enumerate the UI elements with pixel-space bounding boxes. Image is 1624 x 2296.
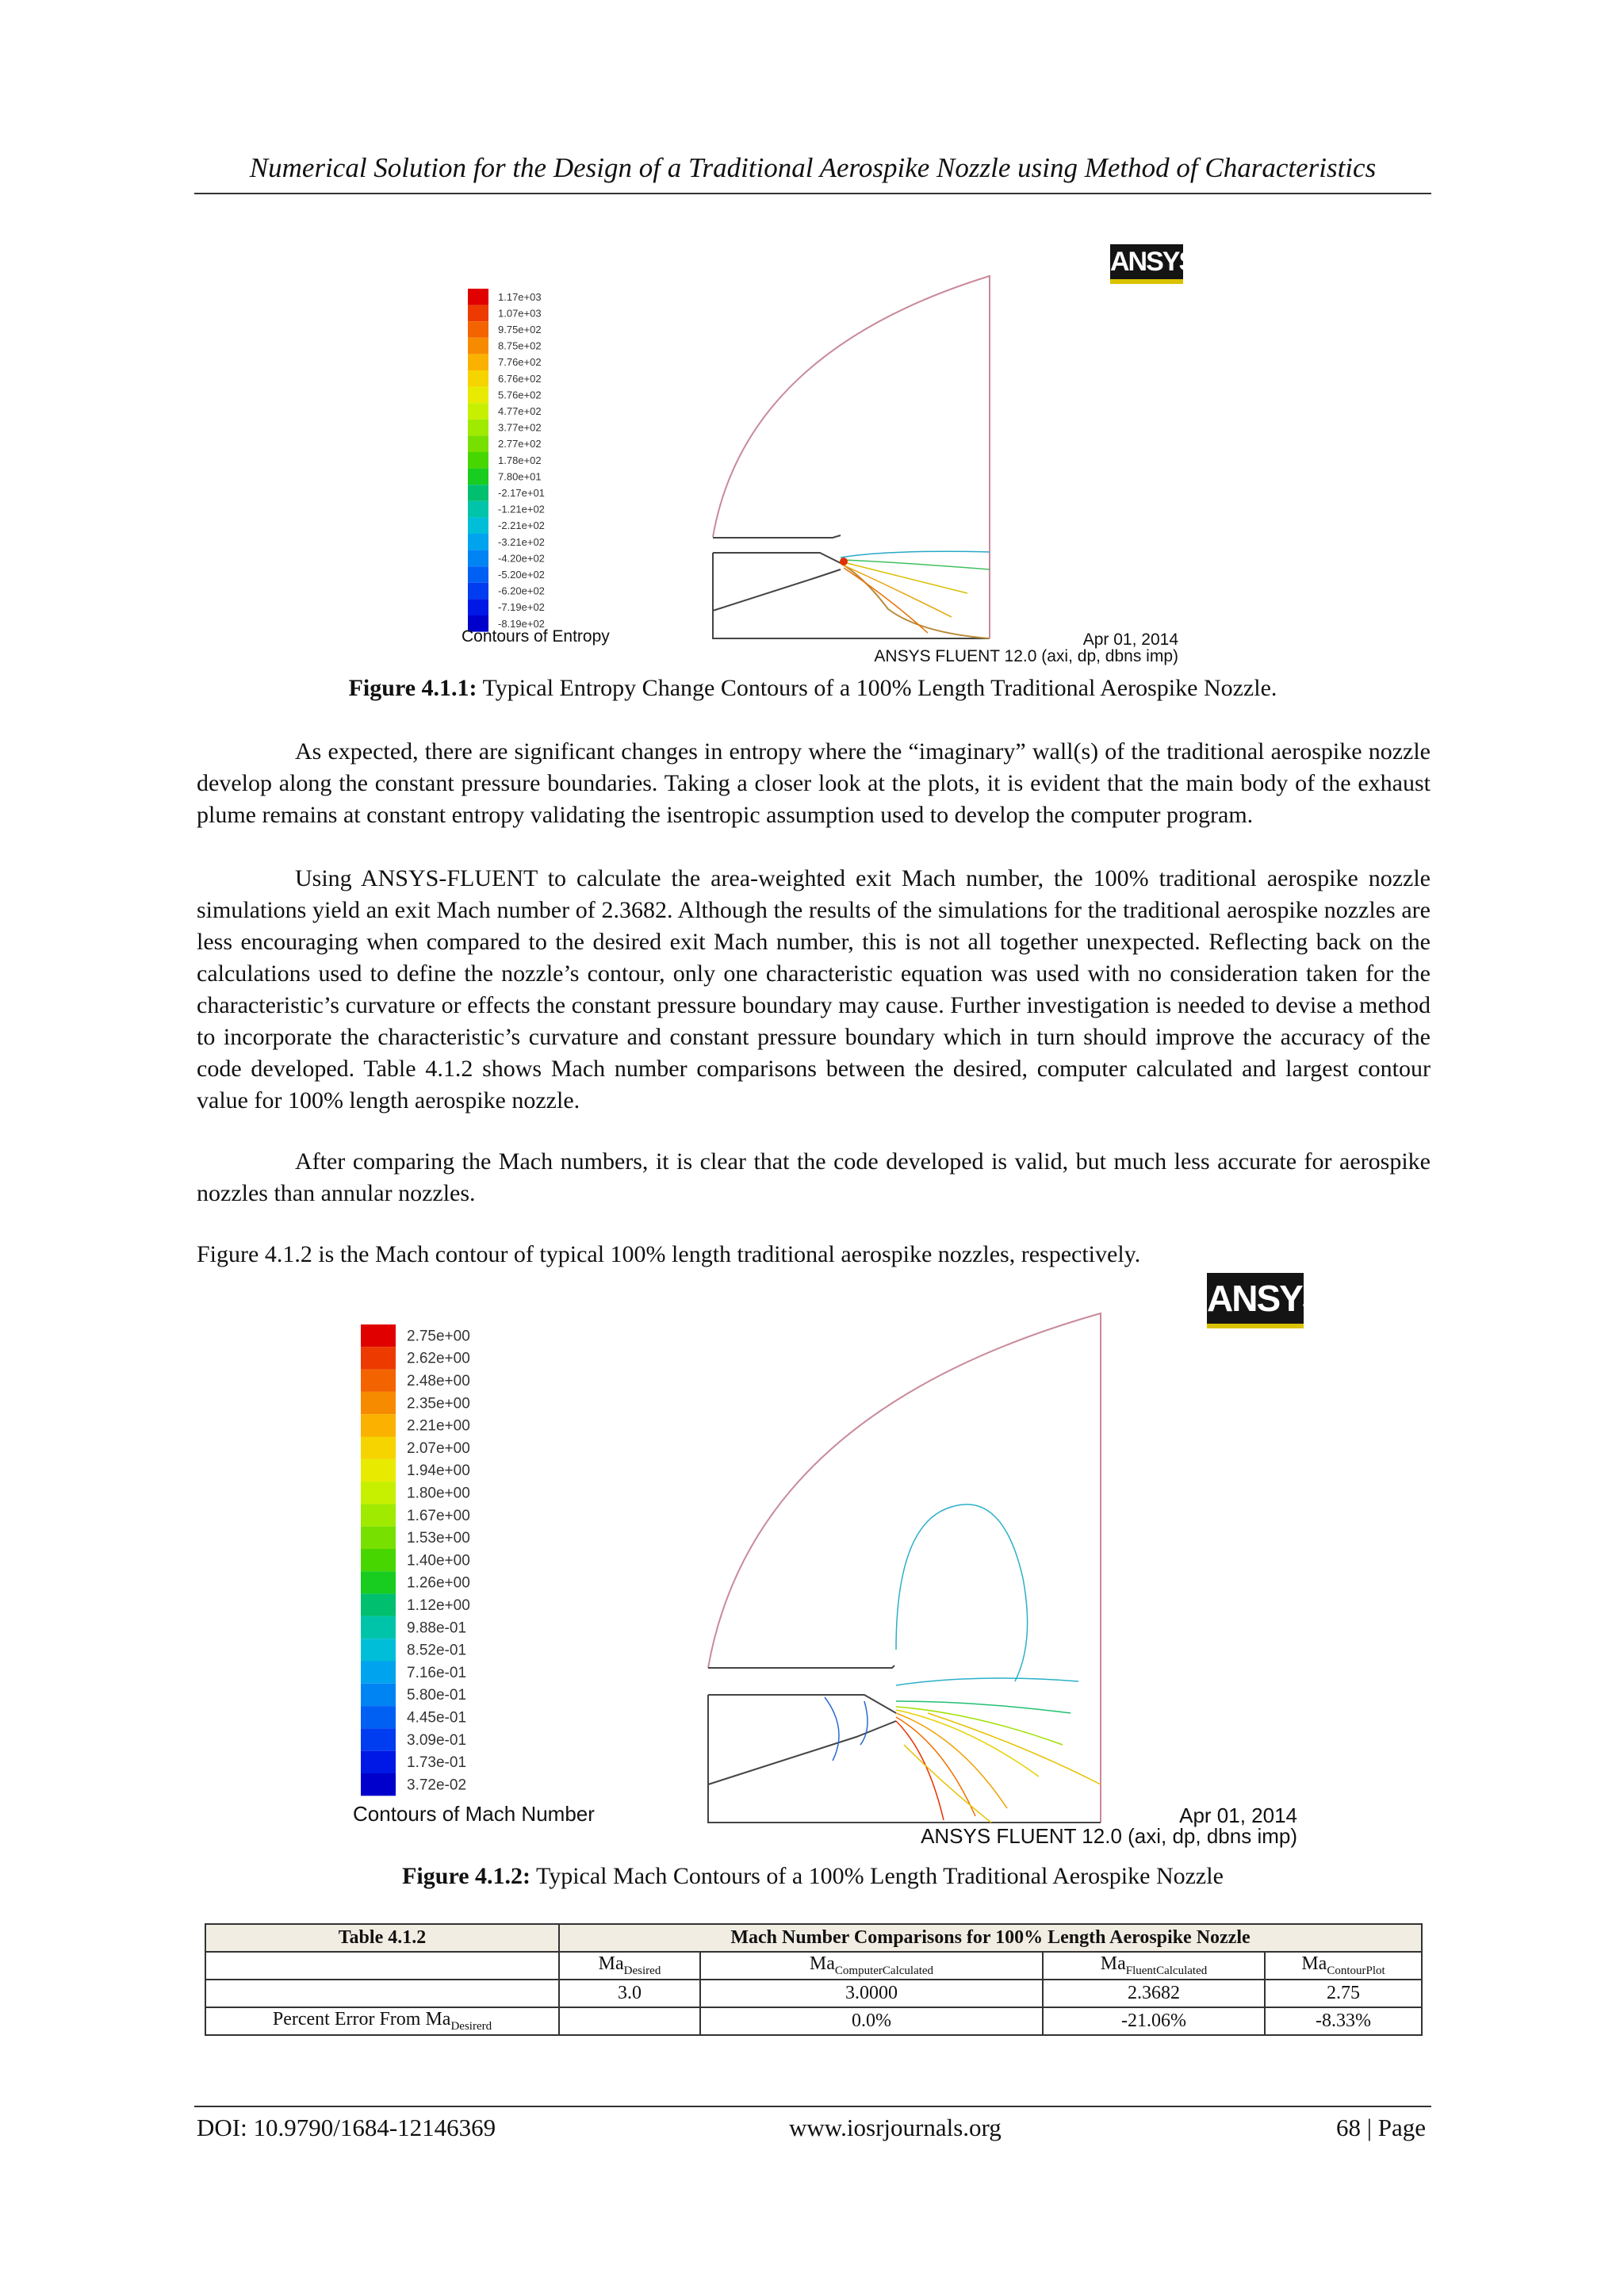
footer-doi: DOI: 10.9790/1684-12146369 <box>197 2114 496 2141</box>
legend-label: -7.19e+02 <box>498 601 545 614</box>
table-cell: 2.3682 <box>1043 1980 1265 2007</box>
legend-label: 1.80e+00 <box>407 1485 470 1502</box>
table-cell: -21.06% <box>1043 2007 1265 2035</box>
legend-swatch <box>468 599 488 615</box>
legend-label: 7.16e-01 <box>407 1664 467 1681</box>
table-col-header: $Ma_{Desired}$ <box>559 1952 700 1980</box>
table-row <box>205 1980 1422 2007</box>
legend-label: 1.12e+00 <box>407 1596 470 1614</box>
legend-swatch <box>361 1392 396 1414</box>
footer-page-number: 68 | Page <box>1336 2114 1426 2141</box>
table-heading: Mach Number Comparisons for 100% Length Aerospike Nozzle <box>559 1924 1422 1952</box>
figure-caption-4-1-2 <box>194 1863 1431 1890</box>
legend-swatch <box>361 1662 396 1684</box>
legend-label: 9.88e-01 <box>407 1619 467 1637</box>
legend-label: 1.53e+00 <box>407 1530 470 1547</box>
legend-swatch <box>468 517 488 534</box>
legend-swatch <box>468 550 488 567</box>
legend-swatch <box>361 1594 396 1616</box>
legend-label: 4.77e+02 <box>498 405 542 418</box>
legend-swatch <box>361 1639 396 1661</box>
mach-comparison-table <box>205 1923 1423 2036</box>
legend-swatch <box>468 305 488 322</box>
legend-swatch <box>361 1684 396 1706</box>
legend-swatch <box>361 1370 396 1392</box>
legend-swatch <box>468 534 488 550</box>
legend-swatch <box>468 501 488 518</box>
legend-label: -2.21e+02 <box>498 519 545 532</box>
legend-label: -1.21e+02 <box>498 503 545 516</box>
legend-swatch <box>468 566 488 583</box>
table-cell: 3.0 <box>559 1980 700 2007</box>
legend-label: 1.40e+00 <box>407 1552 470 1570</box>
mach-contour-plot <box>341 1269 1316 1856</box>
entropy-nozzle-walls <box>713 535 990 638</box>
legend-label: -2.17e+01 <box>498 487 545 500</box>
legend-swatch <box>361 1459 396 1481</box>
mach-nozzle-walls <box>708 1665 1101 1823</box>
legend-label: 1.17e+03 <box>498 290 542 303</box>
paragraph: Figure 4.1.2 is the Mach contour of typical 100% length traditional aerospike nozzles, respectively. <box>197 1241 1141 1267</box>
legend-swatch <box>361 1549 396 1571</box>
legend-swatch <box>468 321 488 338</box>
legend-swatch <box>361 1414 396 1436</box>
legend-label: 1.26e+00 <box>407 1574 470 1592</box>
legend-swatch <box>361 1347 396 1369</box>
legend-label: 1.07e+03 <box>498 307 542 320</box>
table-row-label: Percent Error From $Ma_{Desirerd}$ <box>205 2007 559 2035</box>
legend-swatch <box>468 452 488 469</box>
table-col-header: $Ma_{FluentCalculated}$ <box>1043 1952 1265 1980</box>
table-cell <box>205 1952 559 1980</box>
table-cell: -8.33% <box>1265 2007 1422 2035</box>
contour-title: Contours of Entropy <box>462 627 610 646</box>
caption-text: Typical Mach Contours of a 100% Length Traditional Aerospike Nozzle <box>530 1863 1224 1889</box>
table-cell: 2.75 <box>1265 1980 1422 2007</box>
legend-label: -3.21e+02 <box>498 535 545 548</box>
table-col-header: $Ma_{ComputerCalculated}$ <box>700 1952 1043 1980</box>
legend-swatch <box>361 1616 396 1639</box>
legend-label: 6.76e+02 <box>498 372 542 385</box>
mach-legend-labels <box>407 1328 470 1793</box>
legend-swatch <box>468 403 488 420</box>
legend-swatch <box>361 1527 396 1549</box>
table-title: Table 4.1.2 <box>205 1924 559 1952</box>
legend-label: 2.48e+00 <box>407 1372 470 1389</box>
paragraph: As expected, there are significant changes in entropy where the “imaginary” wall(s) of the traditional aerospike nozzle develop along the constant pressure boundaries. Taking a closer look at the plots, it is evident that the main body of the exhaust plume remains at constant entropy validating the isentropic assumption used to develop the computer program. <box>197 738 1431 828</box>
legend-label: 7.80e+01 <box>498 470 542 483</box>
legend-label: 1.78e+02 <box>498 454 542 466</box>
legend-label: 1.94e+00 <box>407 1462 470 1480</box>
paragraph: After comparing the Mach numbers, it is clear that the code developed is valid, but much less accurate for aerospike nozzles than annular nozzles. <box>197 1148 1431 1206</box>
table-row <box>205 2007 1422 2035</box>
legend-label: 3.77e+02 <box>498 421 542 434</box>
entropy-legend-labels <box>498 291 545 630</box>
legend-swatch <box>361 1324 396 1347</box>
legend-label: 5.76e+02 <box>498 389 542 401</box>
mach-plume-lines <box>825 1504 1101 1823</box>
legend-swatch <box>468 289 488 305</box>
legend-swatch <box>361 1481 396 1504</box>
legend-label: -4.20e+02 <box>498 552 545 565</box>
plot-date: Apr 01, 2014 <box>1179 1803 1297 1827</box>
paragraph: Using ANSYS-FLUENT to calculate the area-weighted exit Mach number, the 100% traditional aerospike nozzle simulations yield an exit Mach number of 2.3682. Although the results of the simulations for the traditional aerospike nozzles are less encouraging when compared to the desired exit Mach number, this is not all together unexpected. Reflecting back on the calculations used to define the nozzle’s contour, only one characteristic equation was used with no consideration taken for the characteristic’s curvature or effects the constant pressure boundary may cause. Further investigation is needed to devise a method to incorporate the characteristic’s curvature and constant pressure boundary which in turn should improve the accuracy of the code developed. Table 4.1.2 shows Mach number comparisons between the desired, computer calculated and largest contour value for 100% length aerospike nozzle. <box>197 865 1431 1114</box>
legend-label: 2.62e+00 <box>407 1350 470 1367</box>
figure-mach <box>341 1269 1325 1856</box>
entropy-plume-lines <box>840 551 990 633</box>
legend-swatch <box>361 1773 396 1796</box>
figure-entropy <box>444 236 1197 669</box>
entropy-legend-colorbar <box>468 289 488 632</box>
legend-label: 1.73e-01 <box>407 1754 467 1772</box>
solver-info: ANSYS FLUENT 12.0 (axi, dp, dbns imp) <box>874 647 1178 665</box>
legend-label: 8.52e-01 <box>407 1642 467 1659</box>
ansys-logo: ANSYS <box>1207 1273 1304 1328</box>
legend-label: 2.77e+02 <box>498 438 542 450</box>
mach-legend-colorbar <box>361 1324 396 1796</box>
legend-label: 5.80e-01 <box>407 1687 467 1704</box>
footer-rule <box>194 2106 1431 2107</box>
legend-swatch <box>468 583 488 600</box>
legend-swatch <box>468 485 488 501</box>
caption-label: Figure 4.1.2: <box>402 1863 531 1889</box>
legend-label: 3.09e-01 <box>407 1731 467 1749</box>
legend-swatch <box>468 435 488 452</box>
table-cell: 3.0000 <box>700 1980 1043 2007</box>
legend-swatch <box>468 420 488 436</box>
plot-date: Apr 01, 2014 <box>1082 631 1178 649</box>
legend-swatch <box>361 1571 396 1593</box>
legend-label: 2.21e+00 <box>407 1417 470 1435</box>
legend-swatch <box>468 469 488 485</box>
table-row <box>205 1952 1422 1980</box>
legend-swatch <box>468 354 488 370</box>
legend-label: -6.20e+02 <box>498 585 545 597</box>
table-cell <box>205 1980 559 2007</box>
figure-caption-4-1-1 <box>194 675 1431 702</box>
legend-label: 2.35e+00 <box>407 1395 470 1412</box>
legend-label: 4.45e-01 <box>407 1709 467 1727</box>
caption-label: Figure 4.1.1: <box>348 675 477 701</box>
legend-swatch <box>468 387 488 404</box>
legend-swatch <box>361 1437 396 1459</box>
table-col-header: $Ma_{ContourPlot}$ <box>1265 1952 1422 1980</box>
legend-swatch <box>468 338 488 355</box>
contour-title: Contours of Mach Number <box>353 1802 595 1826</box>
legend-label: 9.75e+02 <box>498 324 542 336</box>
header-rule <box>194 193 1431 194</box>
solver-info: ANSYS FLUENT 12.0 (axi, dp, dbns imp) <box>921 1824 1297 1848</box>
caption-text: Typical Entropy Change Contours of a 100% Length Traditional Aerospike Nozzle. <box>477 675 1277 701</box>
legend-label: 3.72e-02 <box>407 1777 467 1794</box>
footer-website[interactable]: www.iosrjournals.org <box>789 2114 1002 2141</box>
ansys-logo: ANSYS <box>1110 244 1183 284</box>
entropy-contour-plot <box>444 236 1197 669</box>
table-cell: 0.0% <box>700 2007 1043 2035</box>
legend-swatch <box>361 1728 396 1750</box>
legend-label: 2.75e+00 <box>407 1328 470 1345</box>
legend-swatch <box>361 1706 396 1728</box>
entropy-far-field-boundary <box>713 276 990 638</box>
legend-label: 2.07e+00 <box>407 1439 470 1457</box>
legend-label: -5.20e+02 <box>498 569 545 581</box>
legend-label: 8.75e+02 <box>498 339 542 352</box>
legend-swatch <box>361 1751 396 1773</box>
legend-swatch <box>361 1504 396 1526</box>
legend-label: -8.19e+02 <box>498 617 545 630</box>
table-cell <box>559 2007 700 2035</box>
legend-label: 7.76e+02 <box>498 356 542 369</box>
legend-label: 1.67e+00 <box>407 1507 470 1524</box>
legend-swatch <box>468 370 488 387</box>
running-header: Numerical Solution for the Design of a Traditional Aerospike Nozzle using Method of Characteristics <box>249 152 1377 183</box>
table-row <box>205 1924 1422 1952</box>
